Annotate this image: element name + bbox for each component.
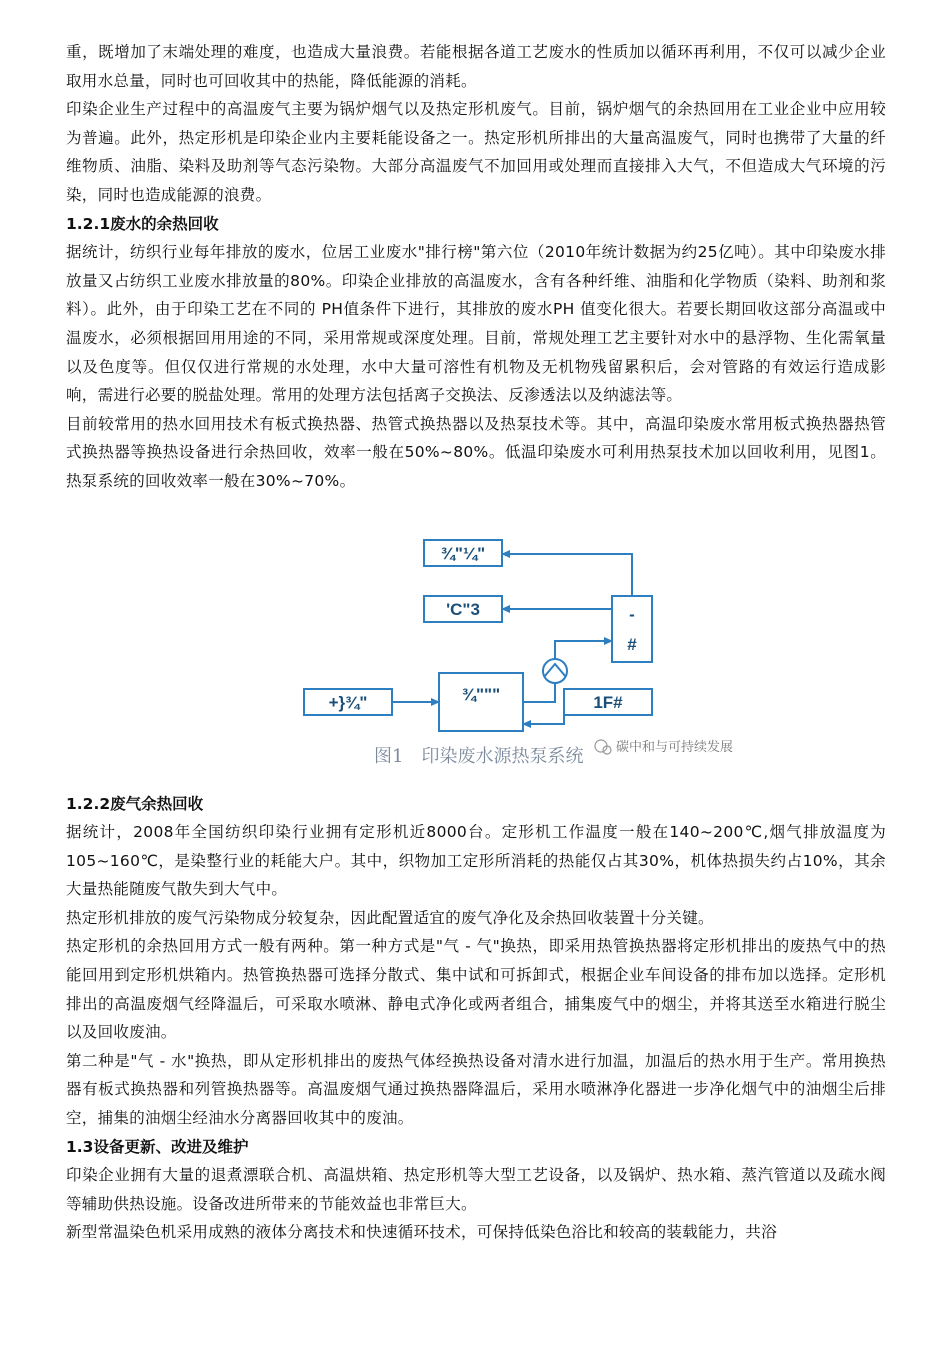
document-page [66, 38, 886, 1247]
paragraph: 印染企业拥有大量的退煮漂联合机、高温烘箱、热定形机等大型工艺设备，以及锅炉、热水箱、蒸汽管道以及疏水阀等辅助供热设施。设备改进所带来的节能效益也非常巨大。 [66, 1166, 886, 1213]
watermark [595, 739, 733, 755]
heat-pump-diagram [66, 496, 886, 790]
paragraph: 热定形机排放的废气污染物成分较复杂，因此配置适宜的废气净化及余热回收装置十分关键。 [66, 908, 714, 927]
figure-heat-pump-diagram [66, 496, 886, 790]
watermark-text: 碳中和与可持续发展 [616, 739, 734, 755]
box-top-label: ¾"¼" [440, 543, 486, 563]
paragraph: 重，既增加了末端处理的难度，也造成大量浪费。若能根据各道工艺废水的性质加以循环再利用，不仅可以减少企业取用水总量，同时也可回收其中的热能，降低能源的消耗。 [66, 43, 886, 90]
section-heading-1-2-2: 1.2.2废气余热回收 [66, 794, 204, 813]
paragraph: 据统计，2008年全国纺织印染行业拥有定形机近8000台。定形机工作温度一般在140~200℃,烟气排放温度为105~160℃，是染整行业的耗能大户。其中，织物加工定形所消耗的热能仅占其30%，机体热损失约占10%，其余大量热能随废气散失到大气中。 [66, 823, 886, 899]
box-1f-label: 1F# [593, 692, 623, 712]
paragraph: 据统计，纺织行业每年排放的废水，位居工业废水"排行榜"第六位（2010年统计数据为约25亿吨）。其中印染废水排放量又占纺织工业废水排放量的80%。印染企业排放的高温废水，含有各种纤维、油脂和化学物质（染料、助剂和浆料）。此外，由于印染工艺在不同的 PH值条件下进行，其排放的废水PH 值变化很大。若要长期回收这部分高温或中温废水，必须根据回用用途的不同，采用常规或深度处理。目前，常规处理工艺主要针对水中的悬浮物、生化需氧量以及色度等。但仅仅进行常规的水处理，水中大量可溶性有机物及无机物残留累积后，会对管路的有效运行造成影响，需进行必要的脱盐处理。常用的处理方法包括离子交换法、反渗透法以及纳滤法等。 [66, 243, 886, 405]
box-right-top-label: - [629, 604, 635, 624]
figure-caption: 图1 印染废水源热泵系统 [374, 745, 584, 767]
paragraph: 新型常温染色机采用成熟的液体分离技术和快速循环技术，可保持低染色浴比和较高的装载能力，共浴 [66, 1223, 778, 1242]
paragraph: 目前较常用的热水回用技术有板式换热器、热管式换热器以及热泵技术等。其中，高温印染废水常用板式换热器热管式换热器等换热设备进行余热回收，效率一般在50%~80%。低温印染废水可利用热泵技术加以回收利用，见图1。热泵系统的回收效率一般在30%~70%。 [66, 414, 886, 490]
arrow-middle-to-right [523, 683, 555, 702]
paragraph: 热定形机的余热回用方式一般有两种。第一种方式是"气 - 气"换热，即采用热管换热器将定形机排出的废热气中的热能回用到定形机烘箱内。热管换热器可选择分散式、集中试和可拆卸式，根据企业车间设备的排布加以选择。定形机排出的高温废烟气经降温后，可采取水喷淋、静电式净化或两者组合，捕集废气中的烟尘，并将其送至水箱进行脱尘以及回收废油。 [66, 937, 886, 1042]
arrow-1f-to-middle [523, 715, 564, 724]
section-heading-1-3: 1.3设备更新、改进及维护 [66, 1137, 249, 1156]
section-heading-1-2-1: 1.2.1废水的余热回收 [66, 214, 219, 233]
box-right-bottom-label: # [627, 634, 637, 654]
box-c3-label: 'C"3 [446, 599, 480, 619]
box-left-label: +}¾" [328, 692, 368, 712]
arrow-right-to-top [502, 554, 632, 596]
arrow-pump-to-right [555, 641, 612, 659]
paragraph: 印染企业生产过程中的高温废气主要为锅炉烟气以及热定形机废气。目前，锅炉烟气的余热回用在工业企业中应用较为普遍。此外，热定形机是印染企业内主要耗能设备之一。热定形机所排出的大量高温废气，同时也携带了大量的纤维物质、油脂、染料及助剂等气态污染物。大部分高温废气不加回用或处理而直接排入大气，不但造成大气环境的污染，同时也造成能源的浪费。 [66, 100, 886, 204]
paragraph: 第二种是"气 - 水"换热，即从定形机排出的废热气体经换热设备对清水进行加温，加温后的热水用于生产。常用换热器有板式换热器和列管换热器等。高温废烟气通过换热器降温后，采用水喷淋净化器进一步净化烟气中的油烟尘后排空，捕集的油烟尘经油水分离器回收其中的废油。 [66, 1051, 886, 1128]
box-middle-label: ¾""" [461, 684, 501, 704]
